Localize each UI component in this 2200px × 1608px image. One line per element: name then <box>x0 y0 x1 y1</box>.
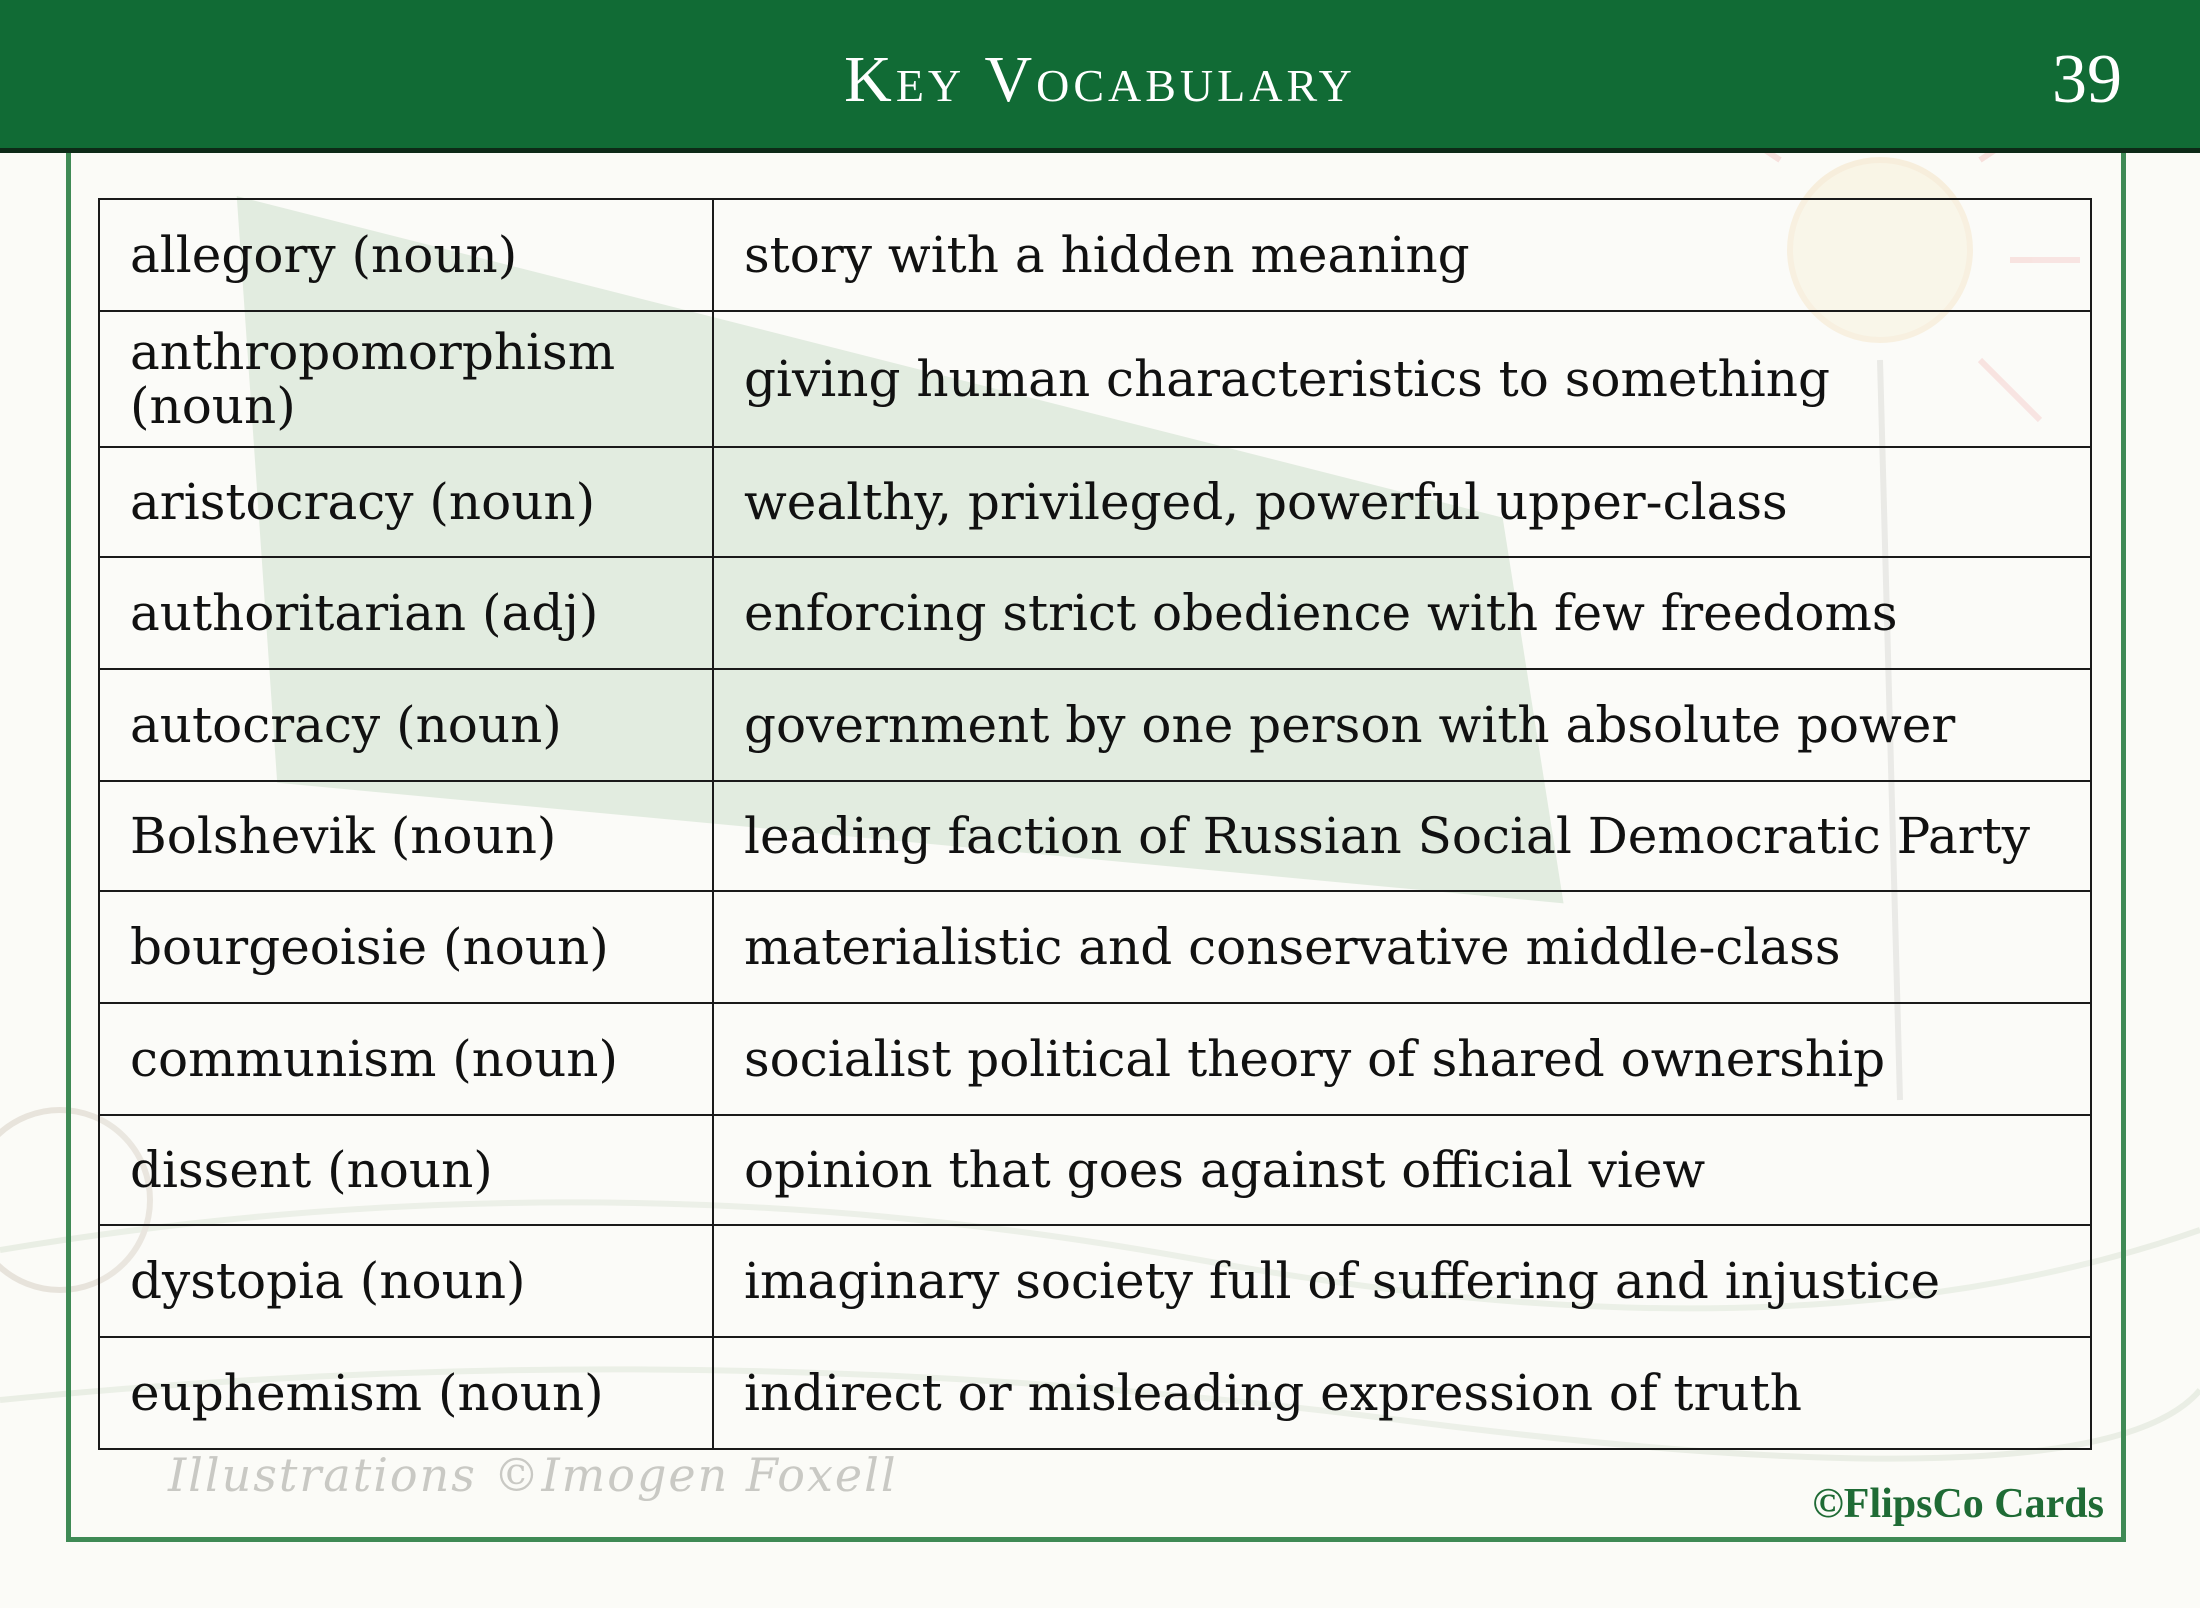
header-bar <box>0 0 2200 153</box>
illustration-credit: Illustrations ©Imogen Foxell <box>168 1448 898 1502</box>
vocabulary-term: dissent (noun) <box>99 1115 713 1225</box>
vocabulary-definition: leading faction of Russian Social Democratic Party <box>713 781 2091 891</box>
vocabulary-definition: enforcing strict obedience with few freedoms <box>713 557 2091 669</box>
vocabulary-term: autocracy (noun) <box>99 669 713 781</box>
vocabulary-definition: government by one person with absolute power <box>713 669 2091 781</box>
vocabulary-definition: wealthy, privileged, powerful upper-class <box>713 447 2091 557</box>
vocabulary-term: anthropomorphism (noun) <box>99 311 713 447</box>
vocabulary-row <box>99 1115 2091 1225</box>
vocabulary-term: bourgeoisie (noun) <box>99 891 713 1003</box>
vocabulary-term: allegory (noun) <box>99 199 713 311</box>
page-title: Key Vocabulary <box>844 43 1356 116</box>
vocabulary-row <box>99 557 2091 669</box>
vocabulary-term: authoritarian (adj) <box>99 557 713 669</box>
vocabulary-row <box>99 669 2091 781</box>
vocabulary-row <box>99 891 2091 1003</box>
vocabulary-row <box>99 781 2091 891</box>
vocabulary-term: communism (noun) <box>99 1003 713 1115</box>
vocabulary-definition: opinion that goes against official view <box>713 1115 2091 1225</box>
vocabulary-row <box>99 199 2091 311</box>
vocabulary-table <box>98 198 2092 1450</box>
vocabulary-definition: socialist political theory of shared ownership <box>713 1003 2091 1115</box>
vocabulary-row <box>99 1337 2091 1449</box>
vocabulary-row <box>99 447 2091 557</box>
vocabulary-definition: materialistic and conservative middle-class <box>713 891 2091 1003</box>
vocabulary-definition: story with a hidden meaning <box>713 199 2091 311</box>
vocabulary-definition: giving human characteristics to something <box>713 311 2091 447</box>
page-number: 39 <box>2052 41 2122 118</box>
vocabulary-definition: imaginary society full of suffering and injustice <box>713 1225 2091 1337</box>
vocabulary-term: Bolshevik (noun) <box>99 781 713 891</box>
vocabulary-term: euphemism (noun) <box>99 1337 713 1449</box>
vocabulary-row <box>99 311 2091 447</box>
vocabulary-row <box>99 1225 2091 1337</box>
vocabulary-definition: indirect or misleading expression of truth <box>713 1337 2091 1449</box>
vocabulary-row <box>99 1003 2091 1115</box>
vocabulary-term: aristocracy (noun) <box>99 447 713 557</box>
vocabulary-table-body <box>99 199 2091 1449</box>
copyright-notice: ©FlipsCo Cards <box>1812 1481 2104 1527</box>
vocabulary-term: dystopia (noun) <box>99 1225 713 1337</box>
